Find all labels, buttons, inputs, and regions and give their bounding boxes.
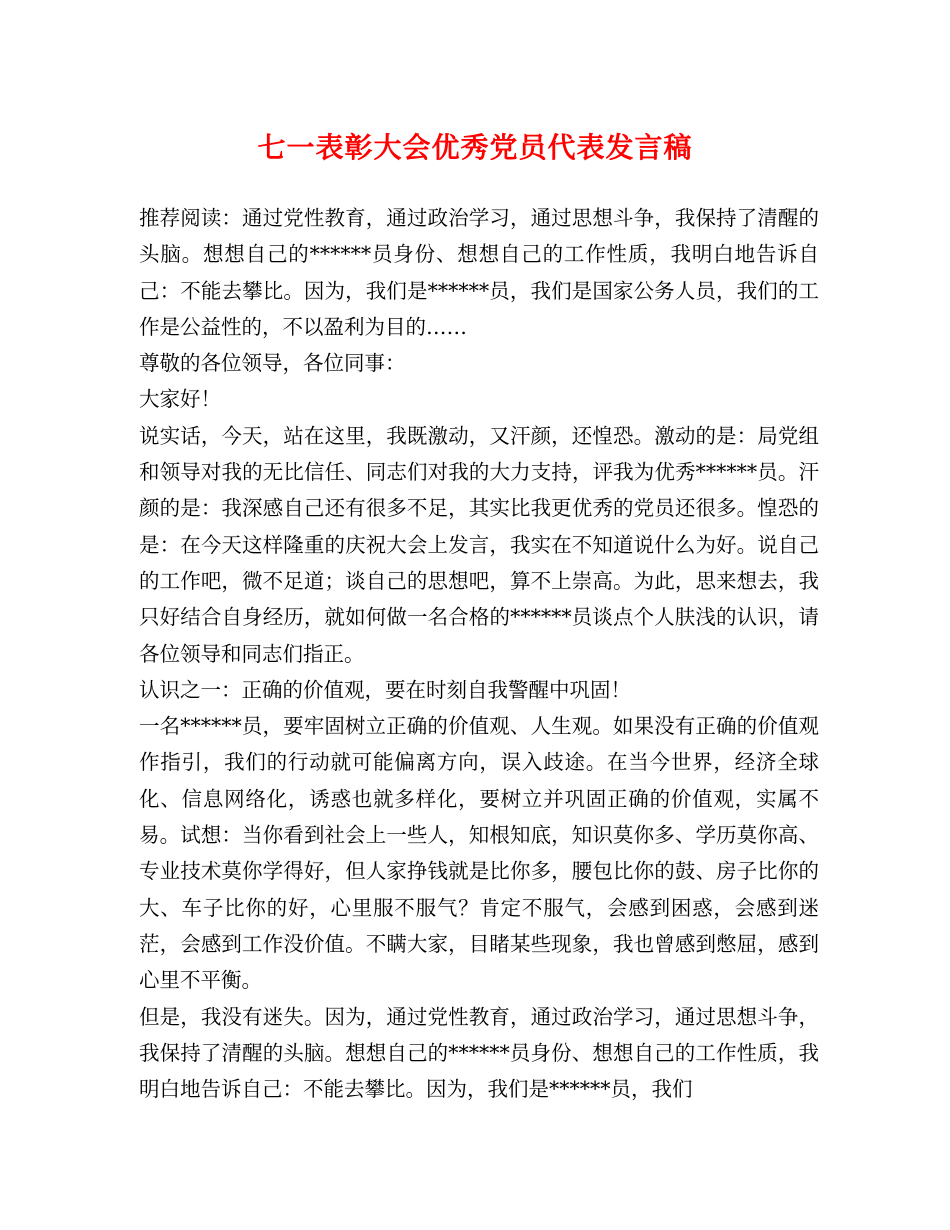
intro-paragraph: 推荐阅读：通过党性教育，通过政治学习，通过思想斗争，我保持了清醒的头脑。想想自己的******员身份、想想自己的工作性质，我明白地告诉自己：不能去攀比。因为，我们是******员，我们是国家公务人员，我们的工作是公益性的，不以盈利为目的…… [139, 206, 819, 339]
salutation-paragraph: 尊敬的各位领导，各位同事： [139, 351, 406, 376]
values-paragraph: 一名******员，要牢固树立正确的价值观、人生观。如果没有正确的价值观作指引，我们的行动就可能偏离方向，误入歧途。在当今世界，经济全球化、信息网络化，诱惑也就多样化，要树立并巩固正确的价值观，实属不易。试想：当你看到社会上一些人，知根知底，知识莫你多、学历莫你高、专业技术莫你学得好，但人家挣钱就是比你多，腰包比你的鼓、房子比你的大、车子比你的好，心里服不服气？肯定不服气，会感到困惑，会感到迷茫，会感到工作没价值。不瞒大家，目睹某些现象，我也曾感到憋屈，感到心里不平衡。 [139, 714, 819, 993]
document-title: 七一表彰大会优秀党员代表发言稿 [257, 131, 693, 164]
opening-paragraph: 说实话，今天，站在这里，我既激动，又汗颜，还惶恐。激动的是：局党组和领导对我的无比信任、同志们对我的大力支持，评我为优秀******员。汗颜的是：我深感自己还有很多不足，其实比我更优秀的党员还很多。惶恐的是：在今天这样隆重的庆祝大会上发言，我实在不知道说什么为好。说自己的工作吧，微不足道；谈自己的思想吧，算不上崇高。为此，思来想去，我只好结合自身经历，就如何做一名合格的******员谈点个人肤浅的认识，请各位领导和同志们指正。 [139, 423, 819, 666]
section-heading-1: 认识之一：正确的价值观，要在时刻自我警醒中巩固！ [139, 677, 631, 702]
reflection-paragraph: 但是，我没有迷失。因为，通过党性教育，通过政治学习，通过思想斗争，我保持了清醒的头脑。想想自己的******员身份、想想自己的工作性质，我明白地告诉自己：不能去攀比。因为，我们是******员，我们 [139, 1004, 819, 1102]
greeting-paragraph: 大家好！ [139, 387, 221, 412]
document-body [139, 200, 819, 1107]
